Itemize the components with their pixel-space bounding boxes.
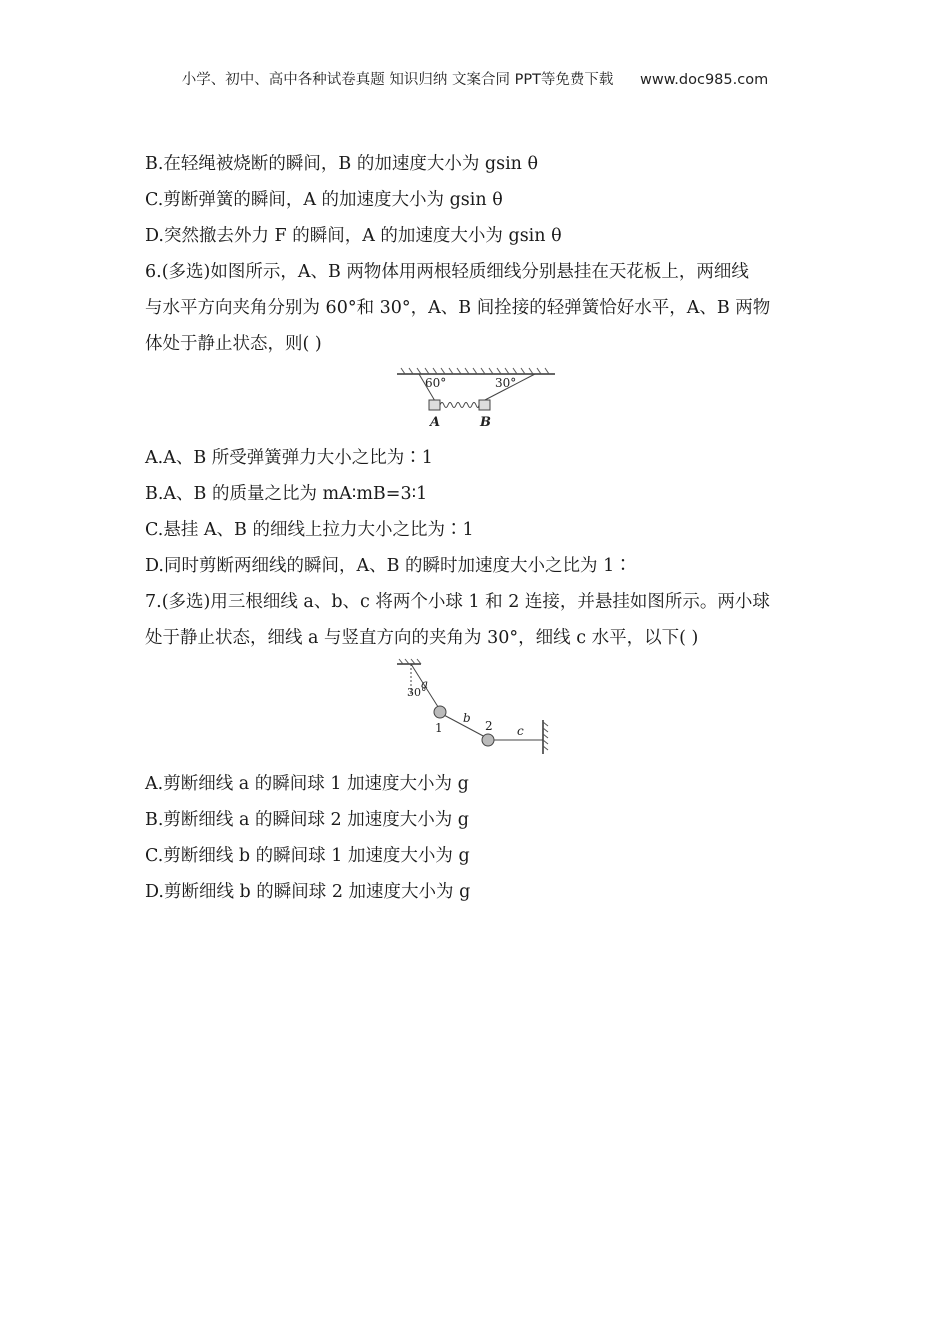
q5-option-d: D.突然撤去外力 F 的瞬间，A 的加速度大小为 gsin θ — [145, 226, 562, 246]
ball-1 — [434, 706, 446, 718]
q6-figure — [145, 362, 810, 440]
ball-2 — [482, 734, 494, 746]
q7-option-d: D.剪断细线 b 的瞬间球 2 加速度大小为 g — [145, 882, 471, 902]
angle-30-label: 30° — [407, 686, 427, 699]
ball-1-label: 1 — [435, 721, 443, 735]
q6-option-b: B.A、B 的质量之比为 mA∶mB=3∶1 — [145, 484, 428, 504]
ceiling-hatch — [401, 368, 549, 374]
q5-option-b: B.在轻绳被烧断的瞬间，B 的加速度大小为 gsin θ — [145, 154, 539, 174]
header-text: 小学、初中、高中各种试卷真题 知识归纳 文案合同 PPT等免费下载 — [181, 72, 614, 88]
label-b: b — [463, 711, 471, 725]
q5-option-c: C.剪断弹簧的瞬间，A 的加速度大小为 gsin θ — [145, 190, 503, 210]
q6-option-d: D.同时剪断两细线的瞬间，A、B 的瞬时加速度大小之比为 1∶ — [145, 556, 632, 576]
q6-stem-line2: 与水平方向夹角分别为 60°和 30°，A、B 间拴接的轻弹簧恰好水平，A、B 两物 — [145, 298, 771, 318]
ball-2-label: 2 — [485, 719, 493, 733]
balls-diagram — [393, 658, 563, 764]
q6-stem-line1: 6.(多选)如图所示，A、B 两物体用两根轻质细线分别悬挂在天花板上，两细线 — [145, 262, 749, 282]
spring-diagram — [395, 366, 565, 436]
block-a — [429, 400, 440, 410]
page-header — [0, 68, 950, 89]
block-b — [479, 400, 490, 410]
q7-option-a: A.剪断细线 a 的瞬间球 1 加速度大小为 g — [145, 774, 469, 794]
header-site: www.doc985.com — [640, 72, 769, 88]
angle-30-label: 30° — [495, 376, 517, 390]
q6-option-a: A.A、B 所受弹簧弹力大小之比为∶1 — [145, 448, 433, 468]
q7-option-c: C.剪断细线 b 的瞬间球 1 加速度大小为 g — [145, 846, 470, 866]
label-c: c — [517, 724, 524, 738]
q7-figure — [145, 656, 810, 766]
label-A: A — [430, 415, 441, 430]
q7-option-b: B.剪断细线 a 的瞬间球 2 加速度大小为 g — [145, 810, 470, 830]
document-body — [145, 146, 810, 910]
angle-60-label: 60° — [425, 376, 447, 390]
q6-option-c: C.悬挂 A、B 的细线上拉力大小之比为∶1 — [145, 520, 474, 540]
label-B: B — [480, 415, 491, 430]
spring — [440, 403, 479, 408]
q6-stem-line3: 体处于静止状态，则( ) — [145, 334, 322, 354]
q7-stem-line1: 7.(多选)用三根细线 a、b、c 将两个小球 1 和 2 连接，并悬挂如图所示。两小球 — [145, 592, 770, 612]
label-a: a — [421, 677, 429, 691]
q7-stem-line2: 处于静止状态，细线 a 与竖直方向的夹角为 30°，细线 c 水平，以下( ) — [145, 628, 699, 648]
